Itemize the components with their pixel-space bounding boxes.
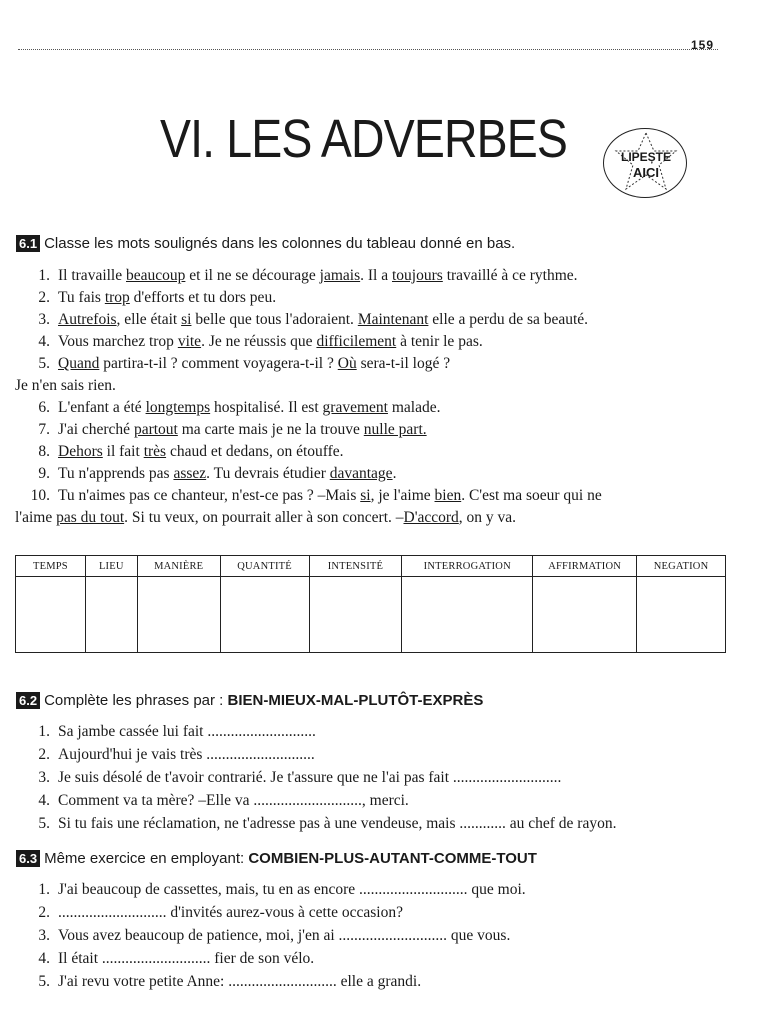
sentence-text: . Si tu veux, on pourrait aller à son concert. – <box>124 509 404 526</box>
sentence-text: malade. <box>387 399 441 416</box>
sentence-number: 5. <box>38 973 50 990</box>
sentence-line <box>15 508 516 528</box>
table-header-cell: MANIÈRE <box>137 556 220 577</box>
sentence-text: Tu n'aimes pas ce chanteur, n'est-ce pas ? –Mais <box>58 487 361 504</box>
underlined-adverb: gravement <box>322 399 388 416</box>
table-header-row <box>16 556 726 577</box>
exercise-instruction: Même exercice en employant: <box>44 850 249 867</box>
underlined-adverb: très <box>143 443 167 460</box>
table-header-cell: NEGATION <box>637 556 726 577</box>
sentence-text: , elle était <box>116 311 182 328</box>
adverb-classification-table <box>15 555 726 653</box>
sentence-text: . C'est ma soeur qui ne <box>461 487 602 504</box>
table-answer-cell[interactable] <box>220 577 309 653</box>
table-answer-cell[interactable] <box>402 577 533 653</box>
table-header-cell: AFFIRMATION <box>533 556 637 577</box>
sentence-line <box>24 949 314 969</box>
sentence-line <box>24 398 440 418</box>
sentence-text: Vous avez beaucoup de patience, moi, j'en ai ............................ que vous. <box>58 927 511 944</box>
table-answer-cell[interactable] <box>85 577 137 653</box>
underlined-adverb: toujours <box>392 267 443 284</box>
underlined-adverb: pas du tout <box>56 509 125 526</box>
sentence-text: J'ai cherché <box>58 421 134 438</box>
sentence-text: d'efforts et tu dors peu. <box>129 289 277 306</box>
sentence-text: il fait <box>102 443 144 460</box>
sentence-number: 7. <box>38 421 50 438</box>
sentence-text: Aujourd'hui je vais très ............................ <box>58 746 315 763</box>
sentence-number: 5. <box>38 355 50 372</box>
underlined-adverb: davantage <box>329 465 393 482</box>
sentence-text: ............................ d'invités aurez-vous à cette occasion? <box>58 904 403 921</box>
sentence-text: hospitalisé. Il est <box>210 399 323 416</box>
sentence-text: l'aime <box>15 509 57 526</box>
sentence-line <box>24 972 421 992</box>
stamp-text-line2: AICI <box>633 165 659 180</box>
exercise-word-list: COMBIEN-PLUS-AUTANT-COMME-TOUT <box>248 850 537 867</box>
underlined-adverb: partout <box>133 421 178 438</box>
underlined-adverb: Où <box>337 355 357 372</box>
sentence-line <box>24 420 427 440</box>
sentence-text: Il était ............................ fier de son vélo. <box>58 950 315 967</box>
sentence-text: Tu n'apprends pas <box>58 465 174 482</box>
sentence-line <box>24 926 510 946</box>
sentence-text: . Il a <box>360 267 392 284</box>
sentence-number: 9. <box>38 465 50 482</box>
sentence-line <box>24 266 578 286</box>
underlined-adverb: Quand <box>58 355 100 372</box>
sentence-line <box>24 903 403 923</box>
sentence-number: 5. <box>38 815 50 832</box>
sentence-text: Vous marchez trop <box>58 333 178 350</box>
sentence-number: 3. <box>38 927 50 944</box>
table-answer-cell[interactable] <box>137 577 220 653</box>
sentence-text: L'enfant a été <box>58 399 146 416</box>
sentence-line <box>24 354 450 374</box>
exercise-instruction: Complète les phrases par : <box>44 692 228 709</box>
underlined-adverb: Maintenant <box>357 311 429 328</box>
sentence-text: Je n'en sais rien. <box>15 377 116 394</box>
underlined-adverb: jamais <box>319 267 361 284</box>
underlined-adverb: beaucoup <box>126 267 186 284</box>
sentence-line <box>24 288 276 308</box>
sentence-text: travaillé à ce rythme. <box>442 267 578 284</box>
sentence-text: à tenir le pas. <box>396 333 483 350</box>
sentence-text: Si tu fais une réclamation, ne t'adresse pas à une vendeuse, mais ............ au chef de rayon. <box>58 815 617 832</box>
exercise-number: 6.1 <box>16 235 40 252</box>
sentence-text: sera-t-il logé ? <box>356 355 451 372</box>
sentence-line <box>24 332 483 352</box>
sentence-text: ma carte mais je ne la trouve <box>177 421 364 438</box>
sentence-number: 4. <box>38 950 50 967</box>
sentence-line <box>24 791 409 811</box>
sentence-line <box>24 768 561 788</box>
sentence-text: Il travaille <box>58 267 126 284</box>
sentence-number: 2. <box>38 746 50 763</box>
underlined-adverb: bien <box>434 487 462 504</box>
exercise-number: 6.3 <box>16 850 40 867</box>
sticker-stamp <box>603 128 687 198</box>
sentence-number: 3. <box>38 769 50 786</box>
sentence-number: 10. <box>30 487 50 504</box>
underlined-adverb: trop <box>104 289 130 306</box>
sentence-line <box>15 376 116 396</box>
table-answer-cell[interactable] <box>309 577 402 653</box>
sentence-number: 2. <box>38 904 50 921</box>
star-icon <box>604 129 688 199</box>
underlined-adverb: si <box>360 487 371 504</box>
sentence-text: et il ne se décourage <box>185 267 320 284</box>
table-answer-cell[interactable] <box>637 577 726 653</box>
sentence-text: Je suis désolé de t'avoir contrarié. Je t'assure que ne l'ai pas fait ............................ <box>58 769 562 786</box>
sentence-number: 1. <box>38 723 50 740</box>
sentence-text: belle que tous l'adoraient. <box>191 311 358 328</box>
sentence-number: 1. <box>38 881 50 898</box>
sentence-text: . Tu devrais étudier <box>206 465 330 482</box>
table-header-cell: INTERROGATION <box>402 556 533 577</box>
sentence-line <box>24 486 602 506</box>
sentence-line <box>24 310 588 330</box>
underlined-adverb: vite <box>177 333 202 350</box>
page-number: 159 <box>690 38 714 52</box>
sentence-text: elle a perdu de sa beauté. <box>428 311 589 328</box>
sentence-text: partira-t-il ? comment voyagera-t-il ? <box>99 355 338 372</box>
table-answer-cell[interactable] <box>533 577 637 653</box>
exercise-instruction: Classe les mots soulignés dans les colonnes du tableau donné en bas. <box>44 235 516 252</box>
sentence-line <box>24 464 396 484</box>
sentence-line <box>24 442 344 462</box>
sentence-number: 4. <box>38 792 50 809</box>
underlined-adverb: nulle part. <box>363 421 427 438</box>
sentence-text: , on y va. <box>458 509 517 526</box>
sentence-line <box>24 880 526 900</box>
exercise-6-1-heading <box>16 235 515 252</box>
underlined-adverb: Autrefois <box>58 311 117 328</box>
underlined-adverb: si <box>181 311 192 328</box>
chapter-title: VI. LES ADVERBES <box>160 109 567 169</box>
sentence-text: , je l'aime <box>370 487 435 504</box>
stamp-text-line1: LIPEȘTE <box>620 150 671 164</box>
sentence-text: chaud et dedans, on étouffe. <box>166 443 344 460</box>
underlined-adverb: assez <box>173 465 207 482</box>
sentence-text: Comment va ta mère? –Elle va ............................, merci. <box>58 792 409 809</box>
underlined-adverb: D'accord <box>403 509 459 526</box>
table-header-cell: LIEU <box>85 556 137 577</box>
underlined-adverb: difficilement <box>316 333 397 350</box>
exercise-6-3-heading <box>16 850 537 867</box>
sentence-number: 3. <box>38 311 50 328</box>
sentence-line <box>24 722 316 742</box>
header-rule <box>18 49 718 50</box>
table-header-cell: INTENSITÉ <box>309 556 402 577</box>
exercise-word-list: BIEN-MIEUX-MAL-PLUTÔT-EXPRÈS <box>227 692 484 709</box>
sentence-text: J'ai beaucoup de cassettes, mais, tu en as encore ............................ que moi. <box>58 881 526 898</box>
sentence-line <box>24 745 315 765</box>
sentence-text: Sa jambe cassée lui fait ............................ <box>58 723 316 740</box>
sentence-text: . Je ne réussis que <box>201 333 317 350</box>
underlined-adverb: Dehors <box>58 443 103 460</box>
sentence-text: . <box>392 465 397 482</box>
exercise-number: 6.2 <box>16 692 40 709</box>
sentence-number: 2. <box>38 289 50 306</box>
exercise-6-2-heading <box>16 692 483 709</box>
table-answer-row <box>16 577 726 653</box>
sentence-number: 4. <box>38 333 50 350</box>
sentence-number: 1. <box>38 267 50 284</box>
table-header-cell: TEMPS <box>16 556 86 577</box>
sentence-text: Tu fais <box>58 289 105 306</box>
table-header-cell: QUANTITÉ <box>220 556 309 577</box>
sentence-line <box>24 814 616 834</box>
sentence-number: 8. <box>38 443 50 460</box>
table-answer-cell[interactable] <box>16 577 86 653</box>
sentence-number: 6. <box>38 399 50 416</box>
sentence-text: J'ai revu votre petite Anne: ............................ elle a grandi. <box>58 973 422 990</box>
underlined-adverb: longtemps <box>145 399 211 416</box>
